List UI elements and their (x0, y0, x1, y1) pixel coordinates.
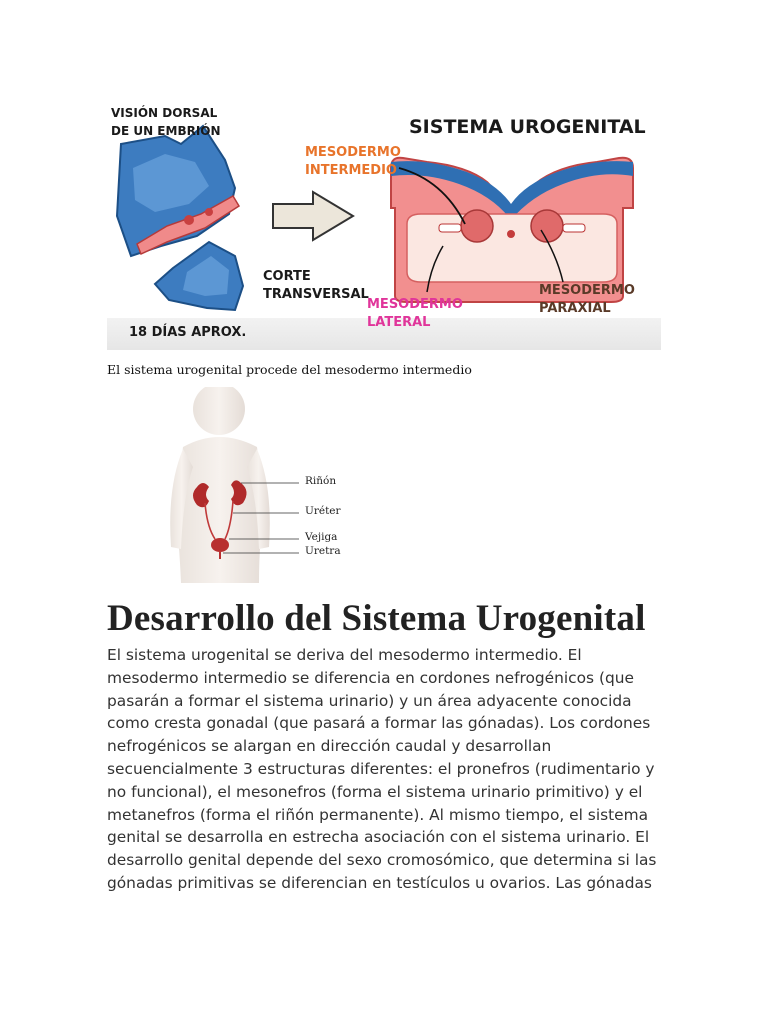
arrow-icon (273, 192, 353, 240)
label-rinon: Riñón (305, 475, 337, 487)
embryo-lower-section (155, 242, 243, 310)
child-head (193, 387, 245, 435)
label-ureter: Uréter (305, 505, 341, 517)
embryo-upper-section (117, 126, 239, 256)
label-mesodermo-intermedio: MESODERMO INTERMEDIO (305, 145, 401, 178)
article-title: Desarrollo del Sistema Urogenital (107, 598, 646, 639)
label-mesodermo-lateral: MESODERMO LATERAL (367, 297, 463, 330)
label-mesodermo-paraxial: MESODERMO PARAXIAL (539, 283, 635, 316)
bladder (211, 538, 229, 552)
label-18-dias: 18 DÍAS APROX. (129, 325, 247, 340)
figure-caption: El sistema urogenital procede del mesodermo intermedio (107, 362, 472, 377)
cross-section-diagram (391, 158, 633, 302)
child-torso (175, 437, 265, 583)
label-corte-transversal: CORTE TRANSVERSAL (263, 269, 369, 302)
child-body-illustration (161, 387, 421, 583)
article-paragraph: El sistema urogenital se deriva del mesodermo intermedio. El mesodermo intermedio se diferencia en cordones nefrogénicos (que pasarán a formar el sistema urinario) y un área adyacente conocida como cresta gonadal (que pasará a formar las gónadas). Los cordones nefrogénicos se alargan en dirección caudal y desarrollan secuencialmente 3 estructuras diferentes: el pronefros (rudimentario y no funcional), el mesonefros (forma el sistema urinario primitivo) y el metanefros (forma el riñón permanente). Al mismo tiempo, el sistema genital se desarrolla en estrecha asociación con el sistema urinario. El desarrollo genital depende del sexo cromosómico, que determina si las gónadas primitivas se diferencian en testículos u ovarios. Las gónadas (107, 646, 657, 892)
label-uretra: Uretra (305, 545, 341, 557)
child-urinary-system-figure (161, 387, 421, 583)
urogenital-embryo-figure (107, 96, 661, 350)
document-page (107, 96, 661, 910)
label-sistema-urogenital: SISTEMA UROGENITAL (409, 116, 646, 138)
label-vejiga: Vejiga (305, 531, 338, 543)
label-vision-dorsal: VISIÓN DORSAL DE UN EMBRIÓN (111, 106, 221, 138)
